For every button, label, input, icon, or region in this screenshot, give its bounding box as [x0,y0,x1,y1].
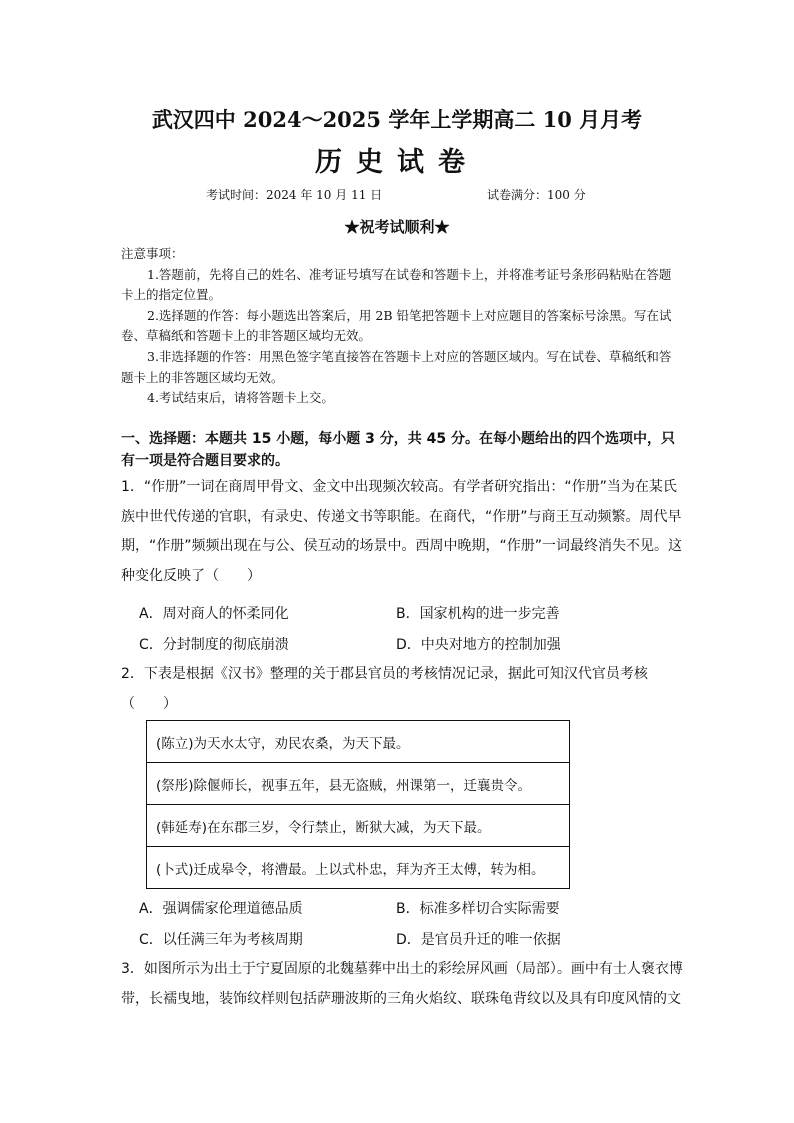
q1-option-b: B．国家机构的进一步完善 [396,606,560,622]
notice-item-1: 1.答题前，先将自己的姓名、准考证号填写在试卷和答题卡上，并将准考证号条形码粘贴在答题卡上的指定位置。 [121,266,672,303]
blessing-line: ★祝考试顺利★ [344,218,450,236]
q2-option-c: C．以任满三年为考核周期 [139,932,303,948]
notice-heading: 注意事项： [121,246,184,261]
exam-school-title: 武汉四中 2024～2025 学年上学期高二 10 月月考 [151,107,643,132]
notice-block [121,244,681,409]
kaohe-record-table [146,720,570,889]
table-cell: (韩延寿)在东郡三岁，令行禁止，断狱大减，为天下最。 [147,805,570,847]
table-row [147,721,570,763]
table-cell: (陈立)为天水太守，劝民农桑，为天下最。 [147,721,570,763]
section-heading-choice: 一、选择题：本题共 15 小题，每小题 3 分，共 45 分。在每小题给出的四个选项中，只有一项是符合题目要求的。 [121,431,675,469]
table-row [147,847,570,889]
question-3-stem: 3．如图所示为出土于宁夏固原的北魏墓葬中出土的彩绘屏风画（局部）。画中有士人褒衣博带，长襦曳地，装饰纹样则包括萨珊波斯的三角火焰纹、联珠龟背纹以及具有印度风情的文 [121,961,683,1007]
notice-item-3: 3.非选择题的作答：用黑色签字笔直接答在答题卡上对应的答题区域内。写在试卷、草稿纸和答题卡上的非答题区域均无效。 [121,348,672,385]
q1-option-c: C．分封制度的彻底崩溃 [139,637,289,653]
table-cell: (祭彤)除偃师长，视事五年，县无盗贼，州课第一，迁襄贵令。 [147,763,570,805]
exam-subject-title: 历史试卷 [315,147,479,178]
table-row [147,763,570,805]
question-2-paren: （ ） [121,696,177,712]
question-1-stem: 1．“作册”一词在商周甲骨文、金文中出现频次较高。有学者研究指出：“作册”当为在某氏族中世代传递的官职，有录史、传递文书等职能。在商代，“作册”与商王互动频繁。周代早期，“作册”频频出现在与公、侯互动的场景中。西周中晚期，“作册”一词最终消失不见。这种变化反映了（ ） [121,479,683,584]
notice-item-4: 4.考试结束后，请将答题卡上交。 [147,390,334,406]
exam-time: 考试时间：2024 年 10 月 11 日 [206,188,383,202]
q1-option-a: A．周对商人的怀柔同化 [139,606,289,622]
notice-item-2: 2.选择题的作答：每小题选出答案后，用 2B 铅笔把答题卡上对应题目的答案标号涂黑。写在试卷、草稿纸和答题卡上的非答题区域均无效。 [121,307,672,344]
table-cell: (卜式)迁成皋令，将漕最。上以式朴忠，拜为齐王太傅，转为相。 [147,847,570,889]
q2-option-b: B．标准多样切合实际需要 [396,901,560,917]
table-row [147,805,570,847]
full-score: 试卷满分：100 分 [487,188,586,202]
question-2-stem: 2．下表是根据《汉书》整理的关于郡县官员的考核情况记录，据此可知汉代官员考核 [121,666,648,682]
q2-option-a: A．强调儒家伦理道德品质 [139,901,303,917]
q1-option-d: D．中央对地方的控制加强 [396,637,561,653]
q2-option-d: D．是官员升迁的唯一依据 [396,932,561,948]
